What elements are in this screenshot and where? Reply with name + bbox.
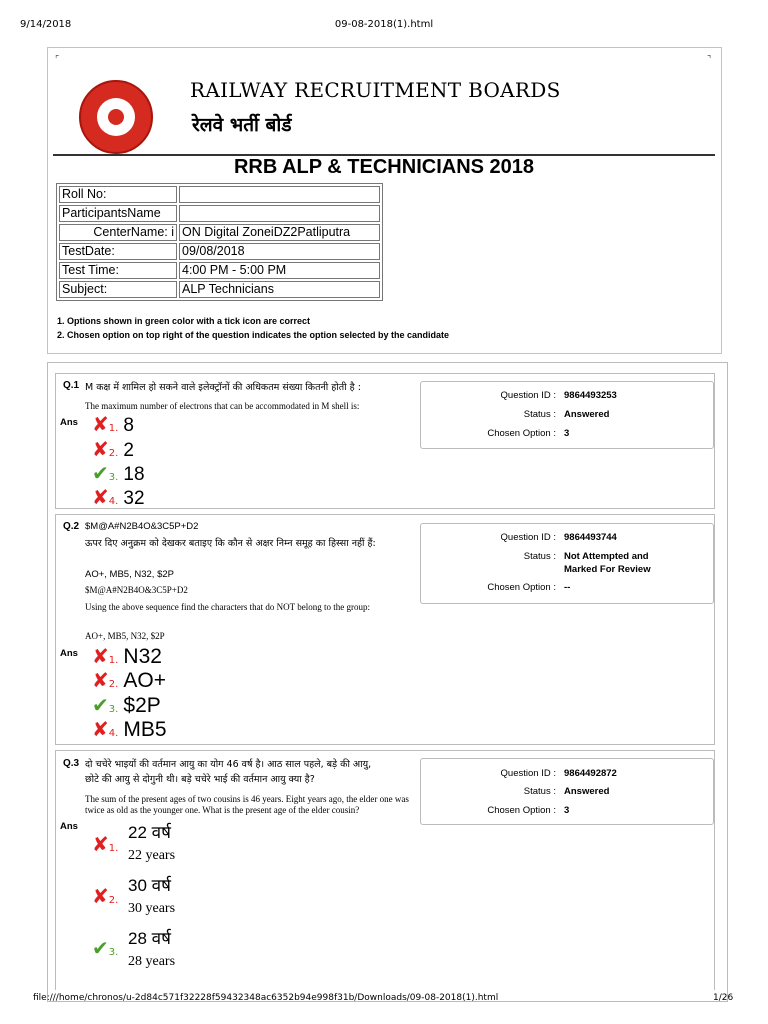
corner-mark-left-icon: ⌜ (55, 55, 60, 65)
option-number: 2. (108, 679, 119, 690)
option-number: 3. (108, 472, 119, 483)
info-value: 09/08/2018 (179, 243, 380, 260)
org-name-english: RAILWAY RECRUITMENT BOARDS (190, 78, 561, 102)
option-number: 1. (108, 655, 119, 666)
question-number: Q.2 (63, 521, 80, 532)
info-label: CenterName: i (59, 224, 177, 241)
option-text-english: 28 years (128, 954, 176, 969)
info-row (59, 262, 380, 279)
info-label: Test Time: (59, 262, 177, 279)
question-text-english-line-2: twice as old as the younger one. What is the present age of the elder cousin? (85, 805, 360, 815)
question-number: Q.3 (63, 758, 80, 769)
check-icon: ✔ (92, 461, 109, 485)
question-id-value: 9864492872 (564, 768, 617, 779)
question-text-hindi-line-2: छोटे की आयु से दोगुनी थी। बड़े चचेरे भाई की वर्तमान आयु क्या है? (85, 774, 315, 785)
info-row (59, 205, 380, 222)
option-number: 3. (108, 947, 119, 958)
question-id-label: Question ID : (500, 768, 556, 779)
option-text-english: 30 years (128, 901, 176, 916)
option-text: 18 (123, 464, 145, 485)
option-text: 32 (123, 488, 145, 509)
question-id-label: Question ID : (500, 390, 556, 401)
option-row (92, 834, 118, 855)
ans-label: Ans (60, 417, 78, 428)
option-text: $2P (123, 694, 161, 717)
print-page-number: 1/26 (713, 993, 734, 1003)
status-label: Status : (523, 409, 556, 420)
info-row (59, 281, 380, 298)
cross-icon: ✘ (92, 412, 109, 436)
info-value (179, 186, 380, 203)
check-icon: ✔ (92, 936, 109, 960)
option-text-hindi: 28 वर्ष (128, 929, 171, 948)
question-number: Q.1 (63, 380, 80, 391)
option-number: 2. (108, 895, 119, 906)
indian-railways-logo (79, 80, 153, 154)
option-text: MB5 (123, 718, 167, 741)
option-number: 3. (108, 704, 119, 715)
option-row (92, 487, 145, 510)
chosen-option-label: Chosen Option : (487, 582, 556, 593)
status-value-line-2: Marked For Review (564, 564, 651, 575)
question-meta-box (420, 381, 714, 449)
status-value: Answered (564, 409, 610, 420)
option-row (92, 938, 118, 959)
cross-icon: ✘ (92, 884, 109, 908)
print-title: 09-08-2018(1).html (334, 19, 434, 30)
candidate-info-table (56, 183, 383, 301)
option-text-hindi: 30 वर्ष (128, 876, 171, 895)
option-row (92, 463, 145, 486)
question-sequence: $M@A#N2B4O&3C5P+D2 (85, 521, 199, 532)
question-group: AO+, MB5, N32, $2P (85, 569, 174, 580)
status-value-line-1: Not Attempted and (564, 551, 649, 562)
option-row (92, 718, 167, 742)
info-value: ON Digital ZoneiDZ2Patliputra (179, 224, 380, 241)
option-text-hindi: 22 वर्ष (128, 823, 171, 842)
corner-mark-right-icon: ⌝ (707, 55, 712, 65)
question-text-hindi-line-1: दो चचेरे भाइयों की वर्तमान आयु का योग 46 वर्ष है। आठ साल पहले, बड़े की आयु, (85, 759, 372, 770)
option-row (92, 439, 134, 462)
option-row (92, 414, 134, 437)
info-value (179, 205, 380, 222)
info-label: TestDate: (59, 243, 177, 260)
info-label: Roll No: (59, 186, 177, 203)
check-icon: ✔ (92, 693, 109, 717)
note-1: 1. Options shown in green color with a tick icon are correct (57, 316, 311, 326)
ans-label: Ans (60, 648, 78, 659)
question-text-hindi: ऊपर दिए अनुक्रम को देखकर बताइए कि कौन से अक्षर निम्न समूह का हिस्सा नहीं हैं: (85, 538, 376, 549)
chosen-option-value: 3 (564, 805, 570, 816)
note-2: 2. Chosen option on top right of the question indicates the option selected by the candidate (57, 330, 450, 340)
info-row (59, 186, 380, 203)
question-text-english: Using the above sequence find the characters that do NOT belong to the group: (85, 602, 370, 612)
info-label: Subject: (59, 281, 177, 298)
status-value: Answered (564, 786, 610, 797)
status-label: Status : (523, 551, 556, 562)
info-value: 4:00 PM - 5:00 PM (179, 262, 380, 279)
option-text: 8 (123, 415, 134, 436)
option-row (92, 645, 162, 669)
cross-icon: ✘ (92, 717, 109, 741)
question-meta-box (420, 523, 714, 604)
exam-title: RRB ALP & TECHNICIANS 2018 (233, 156, 535, 178)
chosen-option-value: -- (564, 582, 571, 593)
option-number: 4. (108, 728, 119, 739)
question-id-label: Question ID : (500, 532, 556, 543)
cross-icon: ✘ (92, 668, 109, 692)
question-group-english: AO+, MB5, N32, $2P (85, 631, 165, 641)
question-meta-box (420, 758, 714, 825)
option-row (92, 669, 166, 693)
org-name-hindi: रेलवे भर्ती बोर्ड (192, 114, 292, 136)
print-date: 9/14/2018 (20, 19, 72, 30)
cross-icon: ✘ (92, 644, 109, 668)
option-text: N32 (123, 645, 162, 668)
info-label: ParticipantsName (59, 205, 177, 222)
question-sequence-english: $M@A#N2B4O&3C5P+D2 (85, 585, 188, 595)
question-text-english: The maximum number of electrons that can be accommodated in M shell is: (85, 401, 360, 411)
chosen-option-label: Chosen Option : (487, 805, 556, 816)
option-number: 4. (108, 496, 119, 507)
option-number: 1. (108, 423, 119, 434)
question-text-english-line-1: The sum of the present ages of two cousins is 46 years. Eight years ago, the elder one was (85, 794, 409, 804)
question-text-hindi: M कक्ष में शामिल हो सकने वाले इलेक्ट्रॉनों की अधिकतम संख्या कितनी होती है : (85, 382, 361, 393)
question-id-value: 9864493744 (564, 532, 617, 543)
info-value: ALP Technicians (179, 281, 380, 298)
cross-icon: ✘ (92, 437, 109, 461)
option-text: 2 (123, 440, 134, 461)
option-number: 2. (108, 448, 119, 459)
option-text: AO+ (123, 669, 167, 692)
option-number: 1. (108, 843, 119, 854)
ans-label: Ans (60, 821, 78, 832)
question-id-value: 9864493253 (564, 390, 617, 401)
print-footer-path: file:///home/chronos/u-2d84c571f32228f59432348ac6352b94e998f31b/Downloads/09-08-2018(1).html (33, 993, 499, 1003)
cross-icon: ✘ (92, 485, 109, 509)
info-row (59, 243, 380, 260)
info-row (59, 224, 380, 241)
chosen-option-value: 3 (564, 428, 570, 439)
option-row (92, 694, 161, 718)
status-label: Status : (523, 786, 556, 797)
chosen-option-label: Chosen Option : (487, 428, 556, 439)
option-text-english: 22 years (128, 848, 176, 863)
cross-icon: ✘ (92, 832, 109, 856)
option-row (92, 886, 118, 907)
